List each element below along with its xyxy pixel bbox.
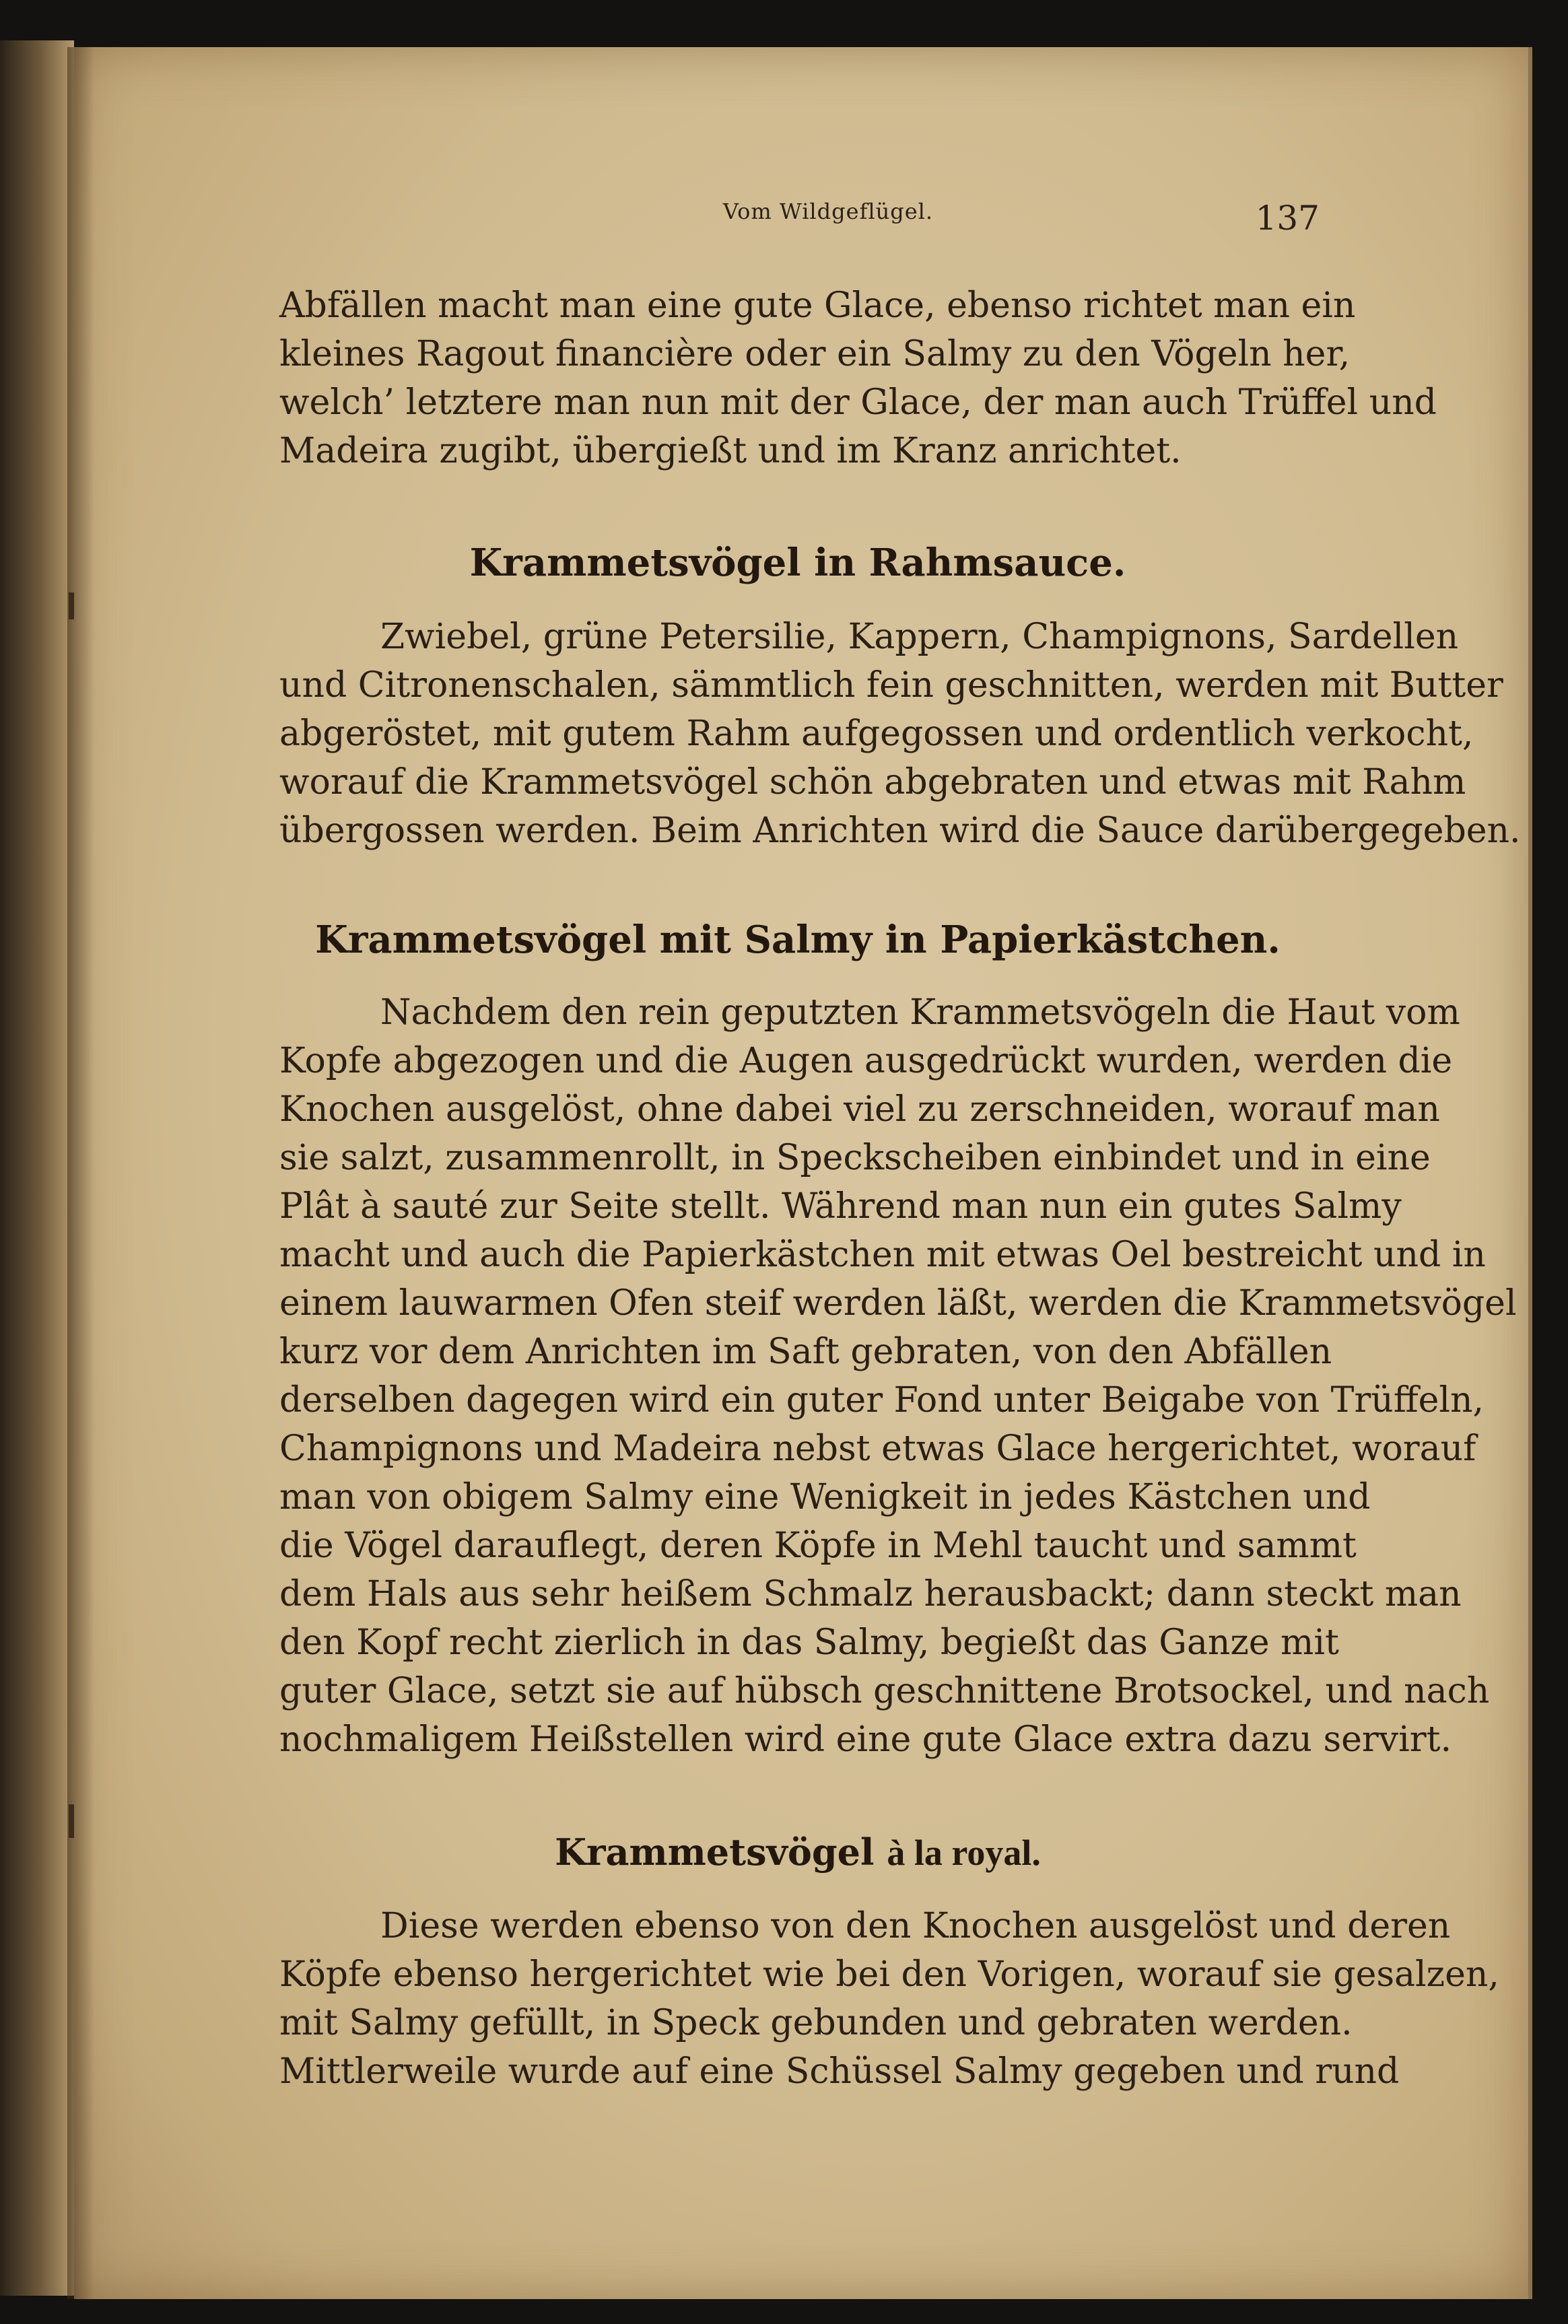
section-heading-suffix: à la royal. <box>887 1833 1041 1873</box>
text-line: worauf die Krammetsvögel schön abgebraten und etwas mit Rahm <box>279 762 1466 802</box>
text-line: übergossen werden. Beim Anrichten wird die Sauce darübergegeben. <box>279 811 1521 851</box>
text-line: die Vögel darauflegt, deren Köpfe in Mehl taucht und sammt <box>279 1526 1357 1566</box>
section-heading: Krammetsvögel in Rahmsauce. <box>469 541 1126 585</box>
spine-shadow <box>67 47 94 2299</box>
margin-mark <box>69 1804 74 1838</box>
text-line: derselben dagegen wird ein guter Fond unter Beigabe von Trüffeln, <box>279 1380 1485 1421</box>
text-line: Kopfe abgezogen und die Augen ausgedrückt wurden, werden die <box>279 1041 1453 1081</box>
text-line: Zwiebel, grüne Petersilie, Kappern, Champignons, Sardellen <box>380 617 1459 657</box>
text-line: abgeröstet, mit gutem Rahm aufgegossen und ordentlich verkocht, <box>279 714 1474 754</box>
text-line: nochmaligem Heißstellen wird eine gute Glace extra dazu servirt. <box>279 1719 1452 1760</box>
text-line: kleines Ragout financière oder ein Salmy zu den Vögeln her, <box>279 334 1351 374</box>
text-line: Mittlerweile wurde auf eine Schüssel Salmy gegeben und rund <box>279 2051 1400 2092</box>
text-line: einem lauwarmen Ofen steif werden läßt, werden die Krammetsvögel <box>279 1283 1517 1324</box>
margin-mark <box>69 592 74 619</box>
text-line: dem Hals aus sehr heißem Schmalz herausbackt; dann steckt man <box>279 1574 1462 1614</box>
page-number: 137 <box>1255 199 1320 238</box>
section-heading-main: Krammetsvögel <box>555 1831 875 1874</box>
text-line: kurz vor dem Anrichten im Saft gebraten, von den Abfällen <box>279 1332 1332 1372</box>
text-line: guter Glace, setzt sie auf hübsch geschnittene Brotsockel, und nach <box>279 1671 1490 1711</box>
section-heading: Krammetsvögel mit Salmy in Papierkästchen. <box>315 918 1281 962</box>
text-line: Champignons und Madeira nebst etwas Glace hergerichtet, worauf <box>279 1429 1476 1469</box>
text-line: man von obigem Salmy eine Wenigkeit in jedes Kästchen und <box>279 1477 1371 1517</box>
running-head: Vom Wildgeflügel. <box>722 199 934 224</box>
text-line: und Citronenschalen, sämmtlich fein geschnitten, werden mit Butter <box>279 665 1503 706</box>
text-line: welch’ letztere man nun mit der Glace, der man auch Trüffel und <box>279 382 1437 423</box>
text-line: Diese werden ebenso von den Knochen ausgelöst und deren <box>380 1906 1451 1946</box>
left-page-edge <box>0 40 74 2296</box>
text-line: mit Salmy gefüllt, in Speck gebunden und gebraten werden. <box>279 2003 1353 2043</box>
text-line: macht und auch die Papierkästchen mit etwas Oel bestreicht und in <box>279 1235 1486 1275</box>
text-line: den Kopf recht zierlich in das Salmy, begießt das Ganze mit <box>279 1622 1339 1663</box>
text-line: Abfällen macht man eine gute Glace, ebenso richtet man ein <box>279 285 1356 326</box>
text-line: Knochen ausgelöst, ohne dabei viel zu zerschneiden, worauf man <box>279 1089 1440 1130</box>
text-line: Plât à sauté zur Seite stellt. Während man nun ein gutes Salmy <box>279 1186 1402 1227</box>
text-line: sie salzt, zusammenrollt, in Speckscheiben einbindet und in eine <box>279 1138 1431 1178</box>
text-line: Madeira zugibt, übergießt und im Kranz anrichtet. <box>279 431 1182 471</box>
section-heading <box>279 1828 1316 1877</box>
text-line: Nachdem den rein geputzten Krammetsvögeln die Haut vom <box>380 992 1460 1033</box>
text-line: Köpfe ebenso hergerichtet wie bei den Vorigen, worauf sie gesalzen, <box>279 1954 1499 1995</box>
